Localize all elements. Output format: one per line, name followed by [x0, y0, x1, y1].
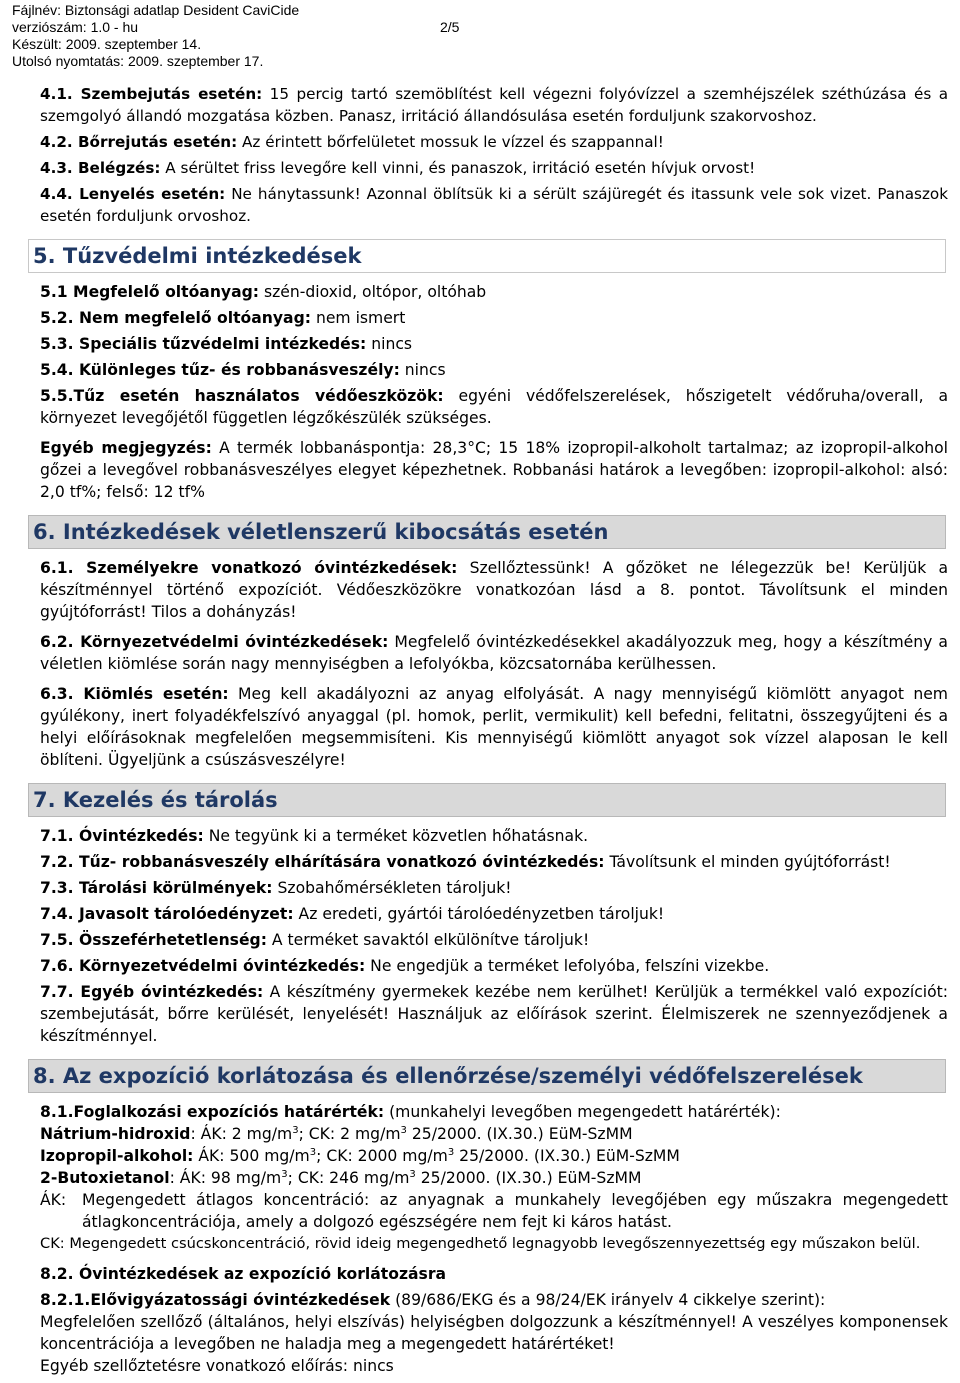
section-8-title: 8. Az expozíció korlátozása és ellenőrzése/személyi védőfelszerelések [28, 1059, 946, 1093]
section-6-title: 6. Intézkedések véletlenszerű kibocsátás esetén [28, 515, 946, 549]
item-8-2-1-text: Megfelelően szellőző (általános, helyi elszívás) helyiségben dolgozzunk a készítménnyel! A veszélyes komponensek koncentrációja a levegőben ne haladja meg a megengedett határértéket! [40, 1313, 948, 1353]
created-date: Készült: 2009. szeptember 14. [12, 36, 202, 52]
item-4-4: 4.4. Lenyelés esetén: Ne hánytassunk! Azonnal öblítsük ki a sérült szájüregét és itassunk vele sok vizet. Panaszok esetén forduljunk orvoshoz. [40, 185, 948, 225]
other-note: Egyéb megjegyzés: A termék lobbanáspontja: 28,3°C; 15 18% izopropil-alkoholt tartalmaz; az izopropil-alkohol gőzei a levegővel robbanásveszélyes elegyet képezhetnek. Robbanási határok a levegőben: izopropil-alkohol: alsó: 2,0 tf%; felső: 12 tf% [40, 439, 948, 501]
limit-isopropanol: Izopropil-alkohol: ÁK: 500 $mg/m^3$; CK: 2000 $mg/m^3$ 25/2000. (IX.30.) EüM-SzMM [40, 1146, 680, 1165]
version: verziószám: 1.0 - hu [12, 19, 139, 35]
item-8-2-1-other: Egyéb szellőztetésre vonatkozó előírás: nincs [40, 1357, 394, 1375]
section-5-title: 5. Tűzvédelmi intézkedések [28, 239, 946, 273]
item-6-3: 6.3. Kiömlés esetén: Meg kell akadályozni az anyag elfolyását. A nagy mennyiségű kiömlött anyagot nem gyúlékony, inert folyadékfelszívó anyaggal (pl. homok, perlit, vermikulit) kell befedni, felitatni, összegyűjteni és a helyi előírásoknak megfelelően megsemmisíteni. Kis mennyiségű kiömlött anyagot sok vízzel alaposan le kell öblíteni. Ügyeljünk a csúszásveszélyre! [40, 685, 948, 769]
item-5-5: 5.5.Tűz esetén használatos védőeszközök: egyéni védőfelszerelések, hőszigetelt védőruha/overall, a környezet levegőjétől független légzőkészülék szükséges. [40, 387, 949, 427]
section-4-items [40, 83, 948, 227]
page-number: 2/5 [440, 19, 460, 35]
document-body [33, 83, 949, 1377]
item-5-1: 5.1 Megfelelő oltóanyag: szén-dioxid, oltópor, oltóhab [40, 283, 487, 301]
item-7-6: 7.6. Környezetvédelmi óvintézkedés: Ne engedjük a terméket lefolyóba, felszíni vizekbe. [40, 957, 770, 975]
item-5-4: 5.4. Különleges tűz- és robbanásveszély: nincs [40, 361, 446, 379]
last-printed-date: Utolsó nyomtatás: 2009. szeptember 17. [12, 53, 264, 69]
item-4-2: 4.2. Bőrrejutás esetén: Az érintett bőrfelületet mossuk le vízzel és szappannal! [40, 133, 664, 151]
limit-butoxyethanol: 2-Butoxietanol: ÁK: 98 $mg/m^3$; CK: 246 $mg/m^3$ 25/2000. (IX.30.) EüM-SzMM [40, 1168, 642, 1187]
item-5-3: 5.3. Speciális tűzvédelmi intézkedés: nincs [40, 335, 413, 353]
item-7-1: 7.1. Óvintézkedés: Ne tegyünk ki a terméket közvetlen hőhatásnak. [40, 827, 589, 845]
item-7-7: 7.7. Egyéb óvintézkedés: A készítmény gyermekek kezébe nem kerülhet! Kerüljük a termékkel való expozíciót: szembejutását, bőrre kerülését, lenyelését! Használjuk az előírások szerint. Élelmiszerek ne szennyeződjenek a készítménnyel. [40, 983, 949, 1045]
item-8-2: 8.2. Óvintézkedések az expozíció korlátozásra [40, 1265, 447, 1283]
item-8-2-1: 8.2.1.Elővigyázatossági óvintézkedések (89/686/EKG és a 98/24/EK irányelv 4 cikkelye szerint): [40, 1291, 826, 1309]
item-4-3: 4.3. Belégzés: A sérültet friss levegőre kell vinni, és panaszok, irritáció esetén hívjuk orvost! [40, 159, 756, 177]
limit-naoh: Nátrium-hidroxid: ÁK: 2 $mg/m^3$; CK: 2 $mg/m^3$ 25/2000. (IX.30.) EüM-SzMM [40, 1124, 633, 1143]
document-header [12, 2, 460, 70]
section-7-title: 7. Kezelés és tárolás [28, 783, 946, 817]
item-6-2: 6.2. Környezetvédelmi óvintézkedések: Megfelelő óvintézkedésekkel akadályozzuk meg, hogy a készítmény a véletlen kiömlése során nagy mennyiségben a lefolyókba, közcsatornába kerülhessen. [40, 633, 948, 673]
item-7-4: 7.4. Javasolt tárolóedényzet: Az eredeti, gyártói tárolóedényzetben tároljuk! [40, 905, 665, 923]
ck-definition: CK: Megengedett csúcskoncentráció, rövid ideig megengedhető legnagyobb levegőszennyezettség egy műszakon belül. [40, 1235, 921, 1252]
item-7-2: 7.2. Tűz- robbanásveszély elhárítására vonatkozó óvintézkedés: Távolítsunk el minden gyújtóforrást! [40, 853, 891, 871]
ak-definition: ÁK: Megengedett átlagos koncentráció: az anyagnak a munkahely levegőjében egy műszakra megengedett átlagkoncentrációja, amely a dolgozó egészségére nem fejt ki káros hatást. [40, 1191, 948, 1231]
item-8-1: 8.1.Foglalkozási expozíciós határérték: (munkahelyi levegőben megengedett határérték): [40, 1103, 781, 1121]
item-4-1: 4.1. Szembejutás esetén: 15 percig tartó szemöblítést kell végezni folyóvízzel a szemhéjszélek széthúzása és a szemgolyó állandó mozgatása közben. Panasz, irritáció állandósulása esetén forduljunk szakorvoshoz. [40, 85, 948, 125]
item-7-5: 7.5. Összeférhetetlenség: A terméket savaktól elkülönítve tároljuk! [40, 931, 590, 949]
file-name: Fájlnév: Biztonsági adatlap Desident CaviCide [12, 2, 300, 18]
item-6-1: 6.1. Személyekre vonatkozó óvintézkedések: Szellőztessünk! A gőzöket ne lélegezzük be! Kerüljük a készítménnyel történő expozíciót. Védőeszközökre vonatkozóan lásd a 8. pontot. Távolítsunk el minden gyújtóforrást! Tilos a dohányzás! [40, 559, 949, 621]
item-5-2: 5.2. Nem megfelelő oltóanyag: nem ismert [40, 309, 406, 327]
item-7-3: 7.3. Tárolási körülmények: Szobahőmérsékleten tároljuk! [40, 879, 512, 897]
